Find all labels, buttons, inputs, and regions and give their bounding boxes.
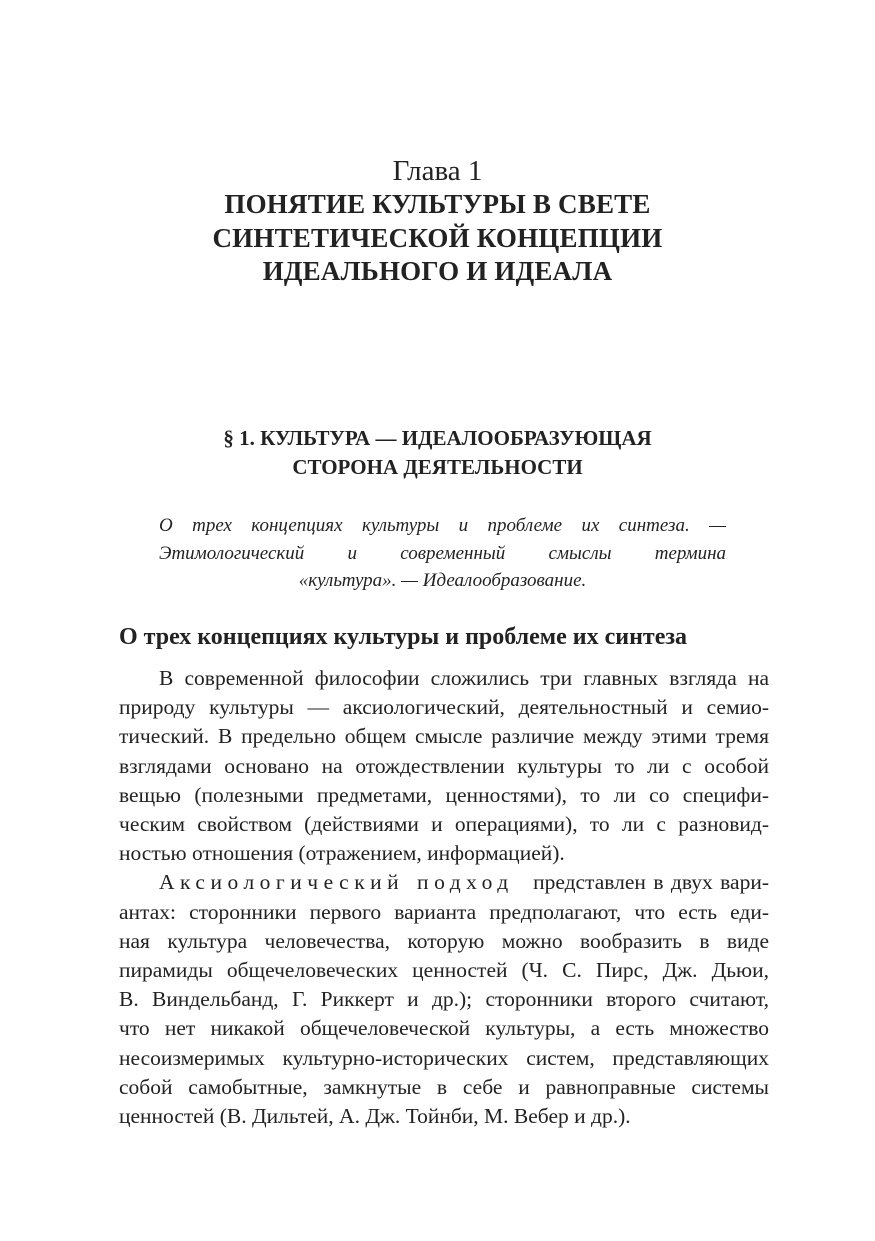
paragraph-line: несоизмеримых культурно-исторических систем, представляющих [119, 1045, 769, 1070]
paragraph-line: собой самобытные, замкнутые в себе и равноправные системы [119, 1074, 769, 1099]
section-title-line: СТОРОНА ДЕЯТЕЛЬНОСТИ [292, 455, 583, 479]
paragraph-line: ностью отношения (отражением, информацией). [119, 841, 565, 866]
paragraph-line: ная культура человечества, которую можно вообразить в виде [119, 928, 769, 953]
section-abstract [159, 512, 726, 595]
chapter-title-line: СИНТЕТИЧЕСКОЙ КОНЦЕПЦИИ [212, 222, 663, 253]
section-title [0, 424, 875, 482]
abstract-line: «культура». — Идеалообразование. [298, 570, 587, 591]
abstract-line: Этимологический и современный смыслы термина [159, 542, 726, 564]
paragraph-line: В. Виндельбанд, Г. Риккерт и др.); сторонники второго считают, [119, 987, 769, 1012]
paragraph-first-line [119, 868, 769, 897]
paragraph-line: вещью (полезными предметами, ценностями), то ли со специфи- [119, 782, 769, 807]
chapter-title-line: ПОНЯТИЕ КУЛЬТУРЫ В СВЕТЕ [224, 189, 651, 219]
abstract-line: О трех концепциях культуры и проблеме их синтеза. — [159, 515, 726, 536]
paragraph-line: взглядами основано на отождествлении культуры то ли с особой [119, 753, 769, 778]
chapter-label: Глава 1 [392, 155, 483, 187]
paragraph-line: природу культуры — аксиологический, деятельностный и семио- [119, 695, 769, 720]
paragraph-line: ценностей (В. Дильтей, А. Дж. Тойнби, М. Вебер и др.). [119, 1104, 631, 1129]
subsection-heading: О трех концепциях культуры и проблеме их синтеза [119, 624, 687, 650]
paragraph-line: В современной философии сложились три главных взгляда на [159, 666, 769, 690]
paragraph-line: ческим свойством (действиями и операциями), то ли с разновид- [119, 812, 769, 837]
chapter-title [0, 188, 875, 289]
paragraph-line: тический. В предельно общем смысле различие между этими тремя [119, 724, 769, 749]
body-text [119, 664, 769, 1131]
paragraph-line: что нет никакой общечеловеческой культуры, а есть множество [119, 1016, 769, 1041]
paragraph-line: пирамиды общечеловеческих ценностей (Ч. С. Пирс, Дж. Дьюи, [119, 958, 769, 983]
emphasized-term: Аксиологический подход [159, 870, 514, 895]
paragraph-line: антах: сторонники первого варианта предполагают, что есть еди- [119, 899, 769, 924]
chapter-title-line: ИДЕАЛЬНОГО И ИДЕАЛА [262, 256, 613, 286]
section-title-line: § 1. КУЛЬТУРА — ИДЕАЛООБРАЗУЮЩАЯ [223, 426, 652, 450]
paragraph-line-rest: представлен в двух вари- [533, 870, 769, 895]
